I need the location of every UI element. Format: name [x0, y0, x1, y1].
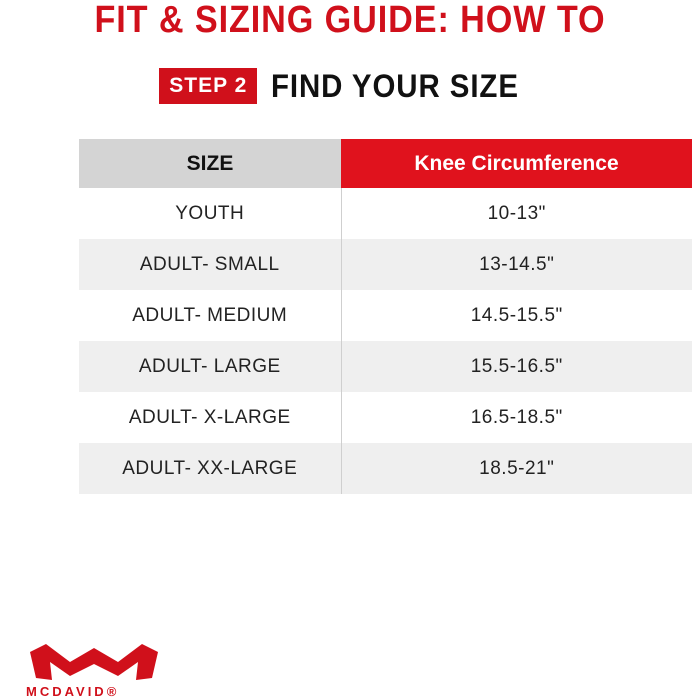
- size-cell: ADULT- SMALL: [79, 239, 341, 290]
- table-header-row: [79, 139, 692, 188]
- column-header-size: SIZE: [79, 139, 341, 188]
- step-title: FIND YOUR SIZE: [271, 67, 520, 104]
- table-row: [79, 188, 692, 239]
- knee-cell: 13-14.5": [341, 239, 692, 290]
- knee-cell: 10-13": [341, 188, 692, 239]
- size-cell: ADULT- X-LARGE: [79, 392, 341, 443]
- knee-cell: 16.5-18.5": [341, 392, 692, 443]
- page-title: FIT & SIZING GUIDE: HOW TO: [94, 0, 606, 41]
- size-cell: ADULT- MEDIUM: [79, 290, 341, 341]
- knee-cell: 14.5-15.5": [341, 290, 692, 341]
- size-cell: ADULT- XX-LARGE: [79, 443, 341, 494]
- table-row: [79, 392, 692, 443]
- size-cell: YOUTH: [79, 188, 341, 239]
- knee-cell: 18.5-21": [341, 443, 692, 494]
- step-badge: STEP 2: [159, 68, 257, 104]
- table-row: [79, 341, 692, 392]
- table-row: [79, 443, 692, 494]
- step-heading: [0, 68, 700, 104]
- table-row: [79, 239, 692, 290]
- size-cell: ADULT- LARGE: [79, 341, 341, 392]
- brand-wordmark: MCDAVID®: [26, 684, 120, 699]
- table-row: [79, 290, 692, 341]
- column-header-knee: Knee Circumference: [341, 139, 692, 188]
- knee-cell: 15.5-16.5": [341, 341, 692, 392]
- size-table: [79, 139, 692, 494]
